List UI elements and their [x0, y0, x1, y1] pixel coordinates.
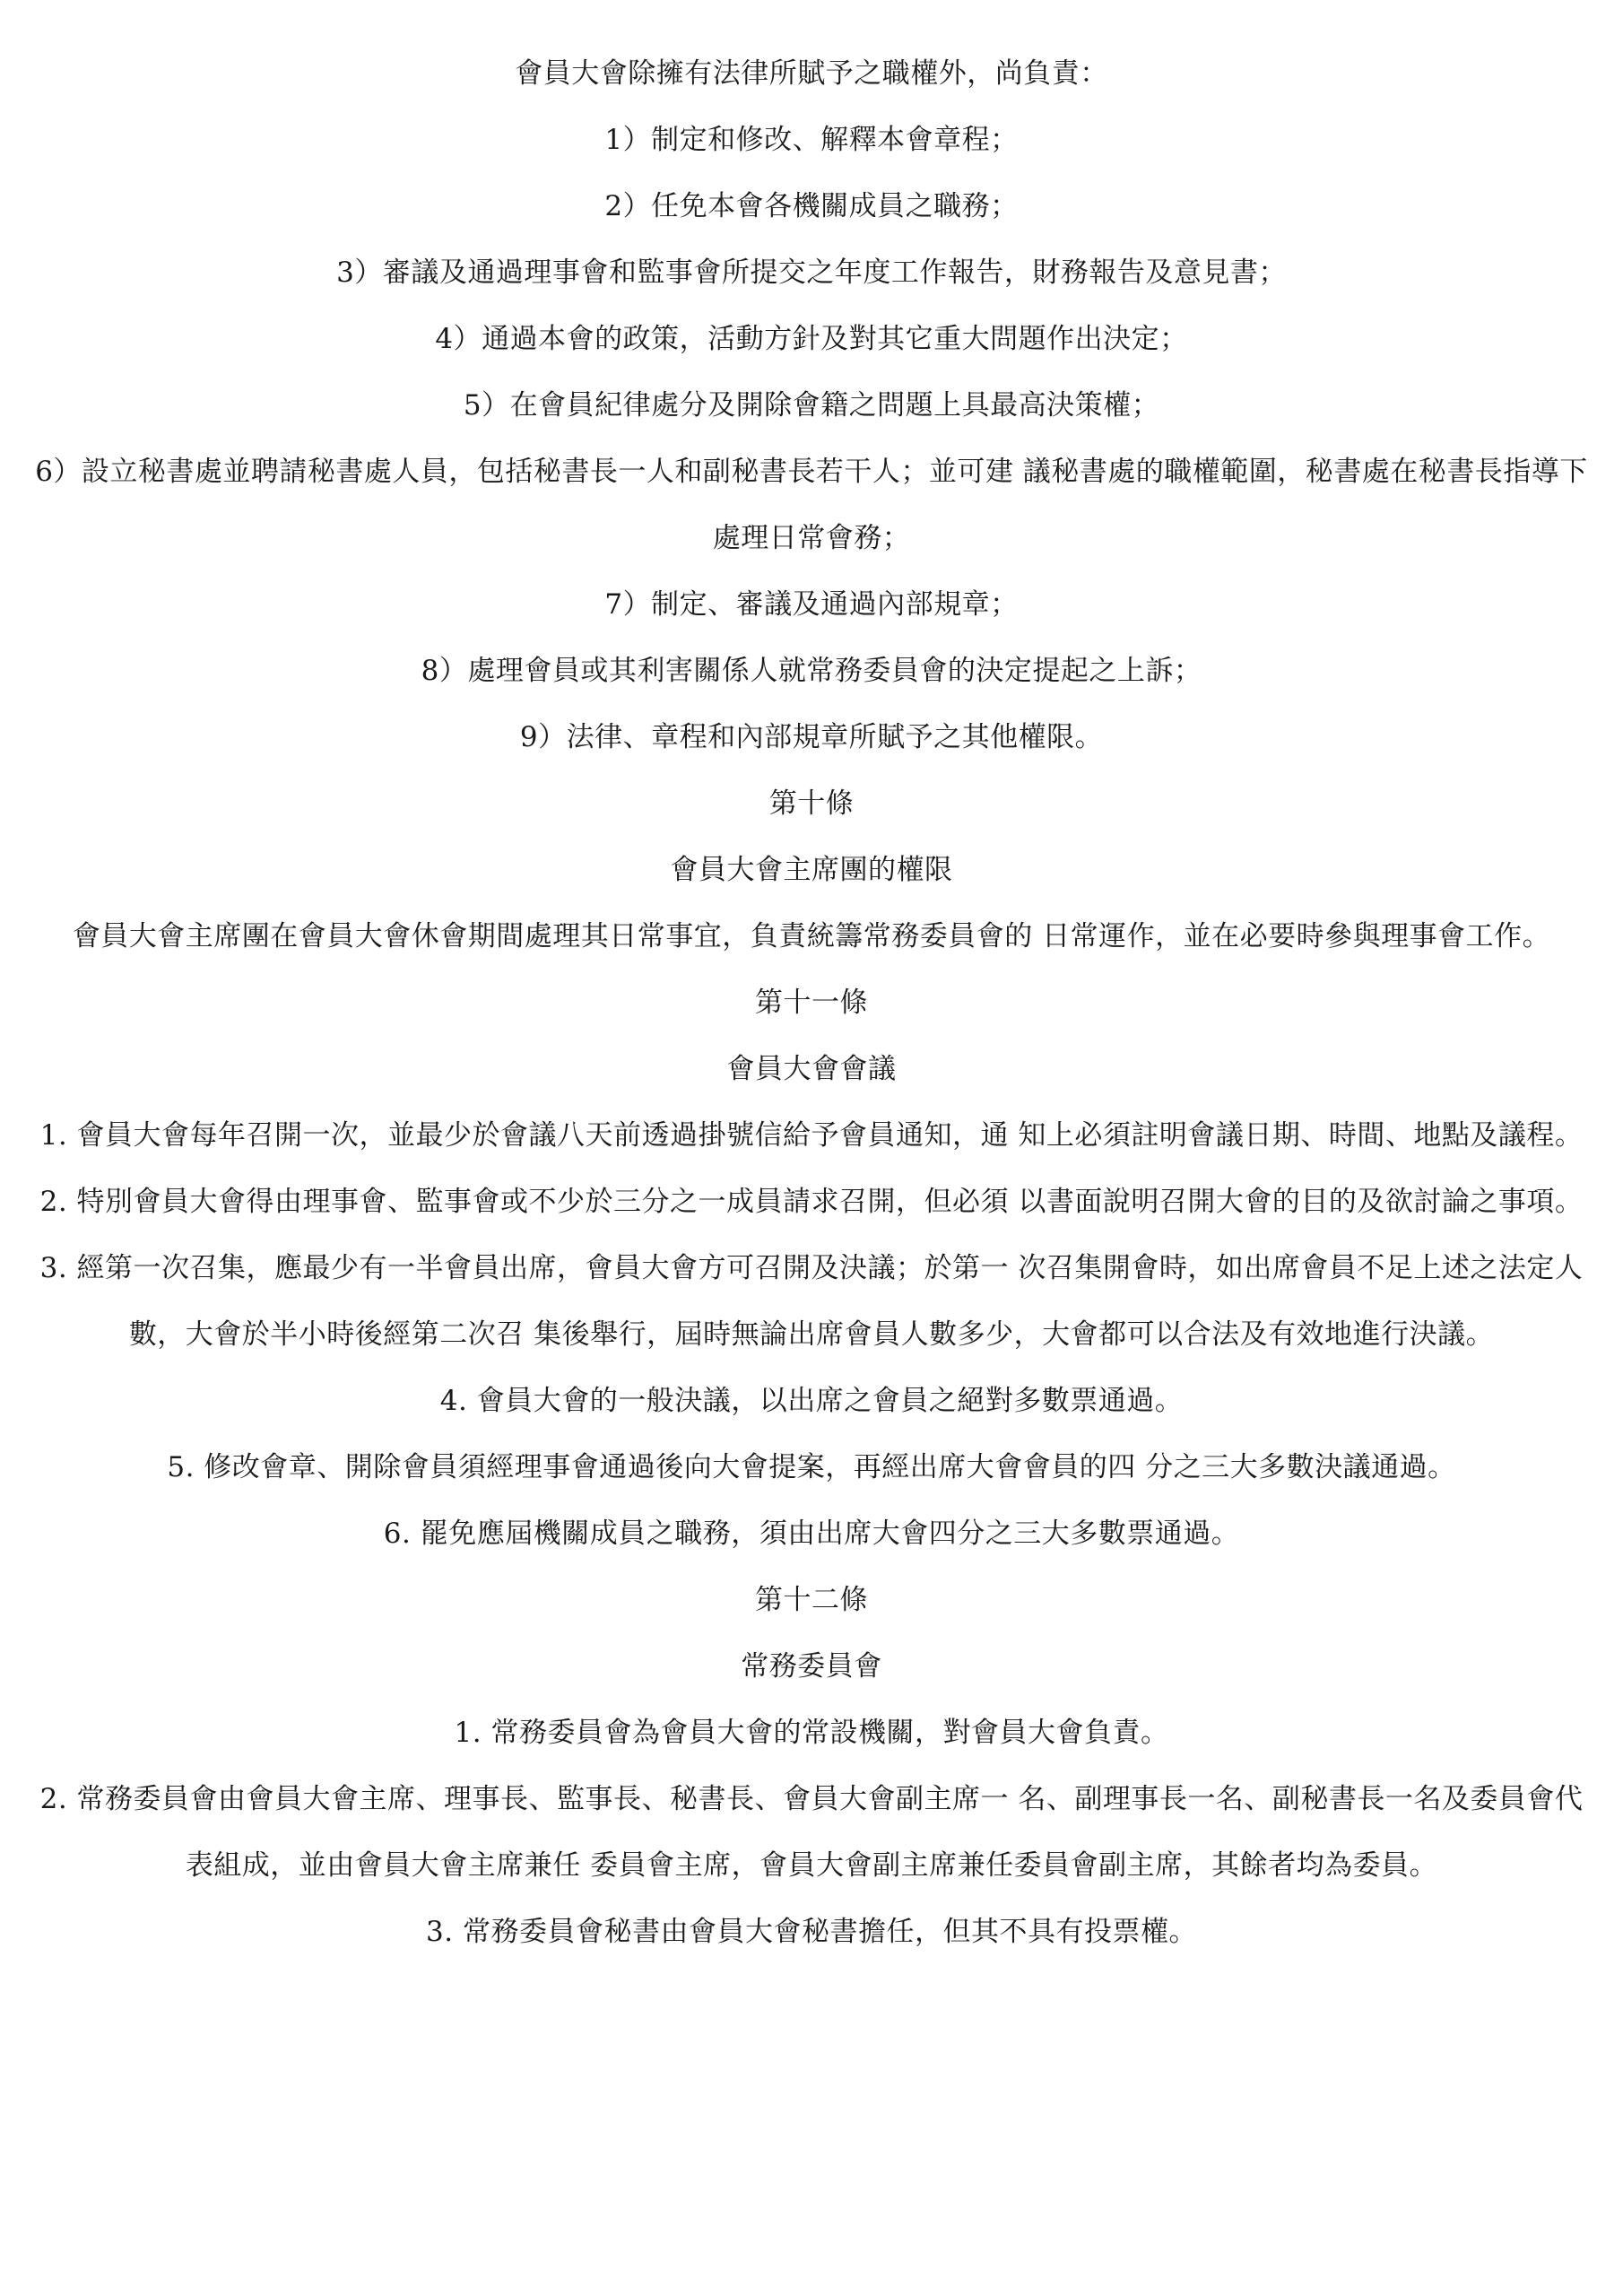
article-11-clause-6: 6. 罷免應屆機關成員之職務，須由出席大會四分之三大多數票通過。	[383, 1518, 1240, 1550]
duty-item-6: 6）設立秘書處並聘請秘書處人員，包括秘書長一人和副秘書長若干人；並可建 議秘書處的職權範圍，秘書處在秘書長指導下處理日常會務；	[35, 456, 1588, 554]
article-11-clause-1: 1. 會員大會每年召開一次，並最少於會議八天前透過掛號信給予會員通知，通 知上必須註明會議日期、時間、地點及議程。	[39, 1119, 1584, 1152]
duty-item-4: 4）通過本會的政策，活動方針及對其它重大問題作出決定；	[435, 323, 1188, 355]
duty-item-5: 5）在會員紀律處分及開除會籍之問題上具最高決策權；	[463, 389, 1160, 422]
article-12-clause-3: 3. 常務委員會秘書由會員大會秘書擔任，但其不具有投票權。	[426, 1916, 1197, 1948]
duty-item-1: 1）制定和修改、解釋本會章程；	[604, 124, 1019, 156]
article-11-clause-5: 5. 修改會章、開除會員須經理事會通過後向大會提案，再經出席大會會員的四 分之三大多數決議通過。	[167, 1451, 1456, 1483]
article-11-clause-4: 4. 會員大會的一般決議，以出席之會員之絕對多數票通過。	[439, 1385, 1184, 1417]
article-10-title: 會員大會主席團的權限	[670, 854, 953, 886]
article-11-title: 會員大會會議	[726, 1053, 897, 1085]
duty-item-8: 8）處理會員或其利害關係人就常務委員會的決定提起之上訴；	[421, 655, 1202, 687]
duty-item-7: 7）制定、審議及通過內部規章；	[604, 588, 1019, 621]
article-11-clause-2: 2. 特別會員大會得由理事會、監事會或不少於三分之一成員請求召開，但必須 以書面說明召開大會的目的及欲討論之事項。	[39, 1186, 1584, 1218]
article-12-heading: 第十二條	[755, 1584, 868, 1616]
duty-item-3: 3）審議及通過理事會和監事會所提交之年度工作報告，財務報告及意見書；	[336, 257, 1287, 289]
document-page	[27, 40, 1596, 1965]
duty-item-9: 9）法律、章程和內部規章所賦予之其他權限。	[519, 721, 1104, 753]
article-12-clause-1: 1. 常務委員會為會員大會的常設機關，對會員大會負責。	[454, 1717, 1169, 1749]
general-assembly-duties-intro: 會員大會除擁有法律所賦予之職權外，尚負責：	[515, 57, 1108, 90]
article-10-heading: 第十條	[768, 787, 855, 820]
article-12-clause-2: 2. 常務委員會由會員大會主席、理事長、監事長、秘書長、會員大會副主席一 名、副理事長一名、副秘書長一名及委員會代表組成，並由會員大會主席兼任 委員會主席，會員大會副主席兼任委員會副主席，其餘者均為委員。	[39, 1783, 1584, 1882]
article-12-title: 常務委員會	[741, 1650, 882, 1683]
article-11-heading: 第十一條	[755, 987, 868, 1019]
article-11-clause-3: 3. 經第一次召集，應最少有一半會員出席，會員大會方可召開及決議；於第一 次召集開會時，如出席會員不足上述之法定人數，大會於半小時後經第二次召 集後舉行，屆時無論出席會員人數多少，大會都可以合法及有效地進行決議。	[39, 1252, 1584, 1351]
article-10-paragraph: 會員大會主席團在會員大會休會期間處理其日常事宜，負責統籌常務委員會的 日常運作，並在必要時參與理事會工作。	[72, 920, 1551, 952]
duty-item-2: 2）任免本會各機關成員之職務；	[604, 190, 1019, 222]
